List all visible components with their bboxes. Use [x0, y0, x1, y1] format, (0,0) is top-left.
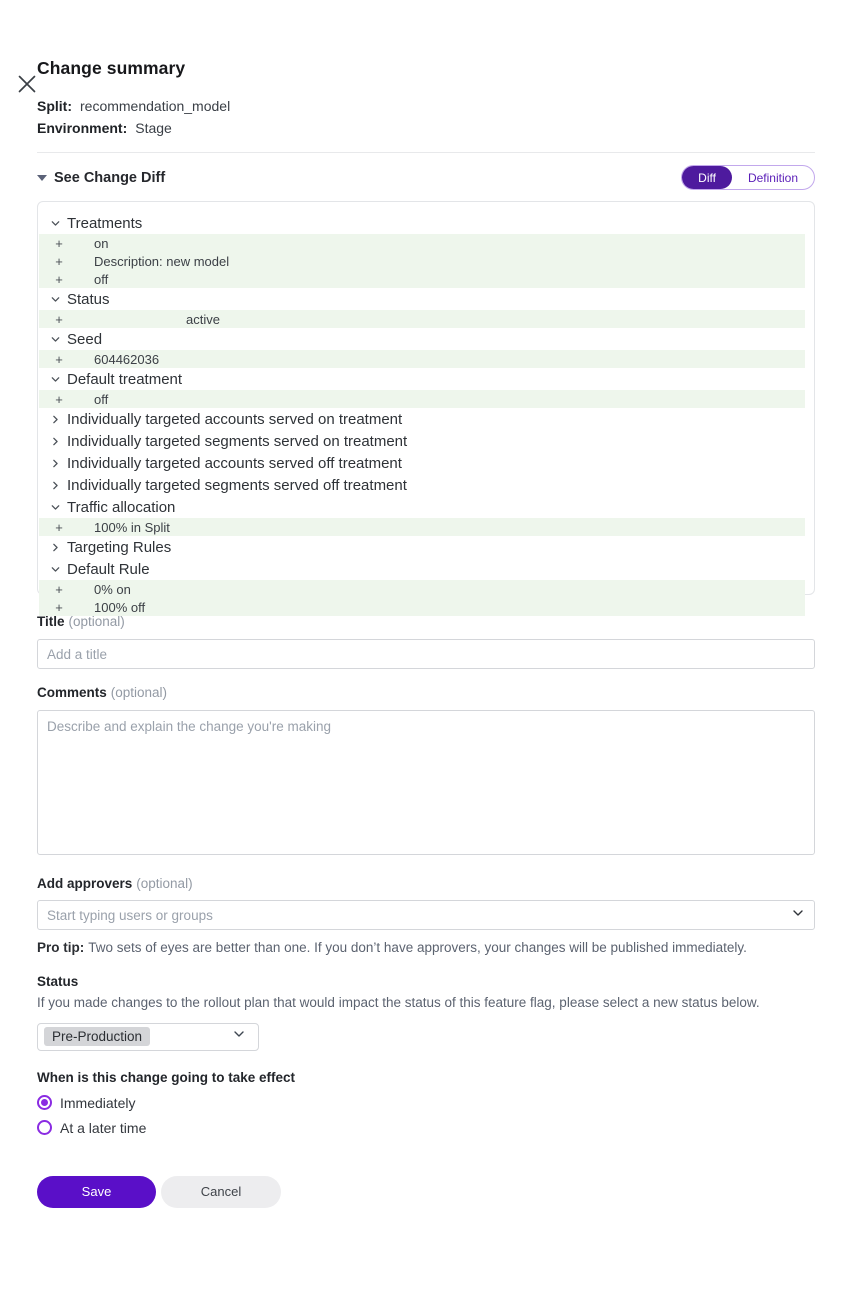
schedule-heading: When is this change going to take effect — [37, 1069, 296, 1085]
schedule-option-immediately[interactable] — [37, 1095, 815, 1111]
pro-tip-text: Two sets of eyes are better than one. If you don’t have approvers, your changes will be published immediately. — [88, 940, 747, 955]
diff-section-row[interactable] — [38, 328, 814, 350]
approvers-optional-text: (optional) — [136, 876, 193, 891]
close-button[interactable] — [13, 71, 41, 99]
status-heading: Status — [37, 974, 79, 989]
schedule-radio-group — [37, 1095, 815, 1136]
footer-actions — [37, 1176, 815, 1208]
diff-section-row[interactable] — [38, 408, 814, 430]
see-change-diff-collapse-toggle[interactable] — [37, 170, 165, 186]
split-label: Split: — [37, 98, 72, 114]
diff-plus-sign: + — [55, 351, 63, 367]
diff-plus-sign: + — [55, 599, 63, 615]
diff-section-label: Traffic allocation — [67, 498, 176, 516]
chevron-right-icon — [49, 541, 61, 553]
environment-label: Environment: — [37, 120, 128, 136]
diff-added-row — [39, 310, 805, 328]
pro-tip-label: Pro tip: — [37, 940, 85, 955]
chevron-down-icon — [49, 563, 61, 575]
diff-section-row[interactable] — [38, 474, 814, 496]
diff-section-row[interactable] — [38, 212, 814, 234]
chevron-down-icon — [791, 906, 805, 925]
change-summary-modal — [0, 58, 851, 1208]
diff-added-value: off — [94, 391, 109, 407]
diff-section-row[interactable] — [38, 558, 814, 580]
approvers-input[interactable] — [47, 908, 791, 923]
chevron-down-icon — [49, 293, 61, 305]
chevron-down-icon — [49, 217, 61, 229]
pro-tip — [37, 939, 815, 956]
diff-added-value: 100% off — [94, 599, 146, 615]
comments-field-label — [37, 685, 815, 700]
environment-row — [37, 117, 815, 139]
radio-unselected-icon[interactable] — [37, 1120, 52, 1135]
chevron-right-icon — [49, 479, 61, 491]
close-icon — [16, 73, 38, 98]
diff-plus-sign: + — [55, 581, 63, 597]
diff-view-toggle — [681, 165, 815, 190]
diff-section-row[interactable] — [38, 496, 814, 518]
diff-added-value: Description: new model — [94, 253, 230, 269]
approvers-select[interactable] — [37, 900, 815, 930]
title-input[interactable] — [37, 639, 815, 669]
diff-added-value: 100% in Split — [94, 519, 170, 535]
comments-label-text: Comments — [37, 685, 107, 700]
diff-plus-sign: + — [55, 391, 63, 407]
title-label-text: Title — [37, 614, 65, 629]
chevron-down-icon — [49, 373, 61, 385]
environment-value: Stage — [135, 120, 172, 136]
diff-added-value: off — [94, 271, 109, 287]
diff-rows — [38, 212, 814, 616]
diff-added-row — [39, 390, 805, 408]
diff-section-label: Seed — [67, 330, 103, 348]
diff-section-row[interactable] — [38, 536, 814, 558]
diff-view-toggle-diff[interactable]: Diff — [682, 166, 732, 189]
diff-plus-sign: + — [55, 271, 63, 287]
diff-section-title: See Change Diff — [54, 169, 166, 186]
diff-section-row[interactable] — [38, 368, 814, 390]
status-description: If you made changes to the rollout plan that would impact the status of this feature flag, please select a new status below. — [37, 995, 760, 1010]
cancel-button[interactable]: Cancel — [161, 1176, 281, 1208]
split-row — [37, 95, 815, 117]
diff-added-value: on — [94, 235, 109, 251]
comments-textarea[interactable] — [37, 710, 815, 855]
divider — [37, 152, 815, 153]
approvers-label-text: Add approvers — [37, 876, 133, 891]
diff-section-label: Targeting Rules — [67, 538, 172, 556]
chevron-right-icon — [49, 435, 61, 447]
page-title: Change summary — [37, 58, 186, 78]
chevron-right-icon — [49, 457, 61, 469]
diff-plus-sign: + — [55, 311, 63, 327]
radio-label: Immediately — [60, 1094, 136, 1111]
diff-added-row — [39, 518, 805, 536]
chevron-down-icon — [49, 333, 61, 345]
chevron-right-icon — [49, 413, 61, 425]
diff-added-row — [39, 350, 805, 368]
diff-section-label: Default treatment — [67, 370, 183, 388]
diff-section-label: Individually targeted accounts served on treatment — [67, 410, 403, 428]
diff-plus-sign: + — [55, 253, 63, 269]
diff-section-label: Status — [67, 290, 110, 308]
comments-optional-text: (optional) — [110, 685, 168, 700]
diff-section-row[interactable] — [38, 430, 814, 452]
diff-added-row — [39, 234, 805, 252]
diff-section-label: Treatments — [67, 214, 143, 232]
diff-added-row — [39, 580, 805, 598]
status-select[interactable] — [37, 1023, 259, 1051]
diff-view-toggle-definition[interactable]: Definition — [732, 166, 814, 189]
diff-added-value: 604462036 — [94, 351, 160, 367]
save-button[interactable]: Save — [37, 1176, 156, 1208]
schedule-option-at-a-later-time[interactable] — [37, 1120, 815, 1136]
diff-section-label: Default Rule — [67, 560, 150, 578]
title-field-label — [37, 614, 815, 629]
radio-label: At a later time — [60, 1119, 147, 1136]
diff-plus-sign: + — [55, 235, 63, 251]
diff-added-value: active — [186, 311, 220, 327]
diff-plus-sign: + — [55, 519, 63, 535]
diff-section-row[interactable] — [38, 288, 814, 310]
diff-added-value: 0% on — [94, 581, 131, 597]
chevron-down-icon — [49, 501, 61, 513]
diff-added-row — [39, 252, 805, 270]
title-optional-text: (optional) — [68, 614, 125, 629]
caret-down-icon — [37, 175, 47, 181]
diff-added-row — [39, 270, 805, 288]
diff-section-row[interactable] — [38, 452, 814, 474]
change-meta — [37, 95, 815, 139]
diff-panel — [37, 201, 815, 615]
radio-selected-icon[interactable] — [37, 1095, 52, 1110]
diff-section-label: Individually targeted segments served off treatment — [67, 476, 407, 494]
chevron-down-icon — [232, 1027, 246, 1046]
split-value: recommendation_model — [80, 98, 231, 114]
approvers-field-label — [37, 876, 815, 891]
diff-section-label: Individually targeted accounts served off treatment — [67, 454, 402, 472]
status-selected-chip: Pre-Production — [44, 1027, 150, 1046]
diff-section-label: Individually targeted segments served on treatment — [67, 432, 408, 450]
